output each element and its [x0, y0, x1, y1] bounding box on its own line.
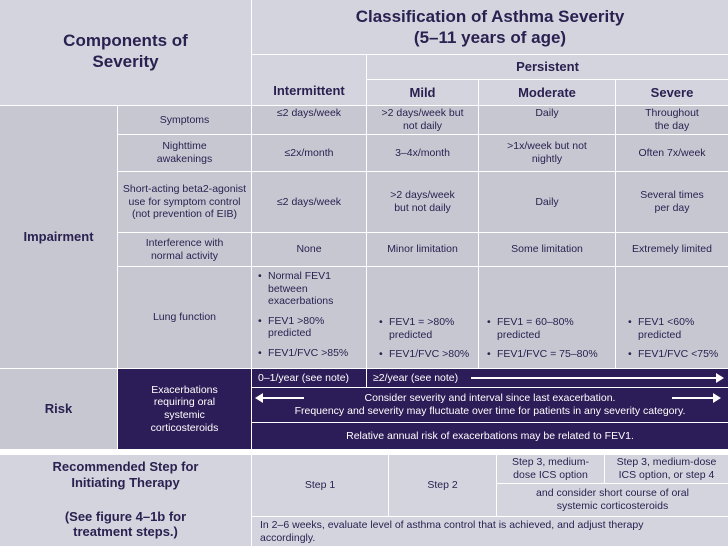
consider-arrow-left [262, 397, 304, 399]
interference-moderate-value: Some limitation [511, 243, 583, 256]
col-intermittent [252, 55, 366, 105]
row-symptoms-label [118, 106, 251, 134]
risk-consider-cell [252, 388, 728, 422]
step2-label: Step 2 [427, 479, 458, 492]
step-severe [605, 455, 728, 483]
lung-intermittent-list [258, 270, 360, 360]
lung-mild-list [379, 316, 472, 361]
risk-relative-cell [252, 423, 728, 449]
row-lung-label [118, 267, 251, 368]
row-interference-label [118, 233, 251, 266]
nighttime-severe [616, 135, 728, 171]
nighttime-mild [367, 135, 478, 171]
lung-severe-list [628, 316, 718, 361]
classification-title-line1: Classification of Asthma Severity [355, 6, 625, 26]
persistent-arrow [471, 377, 717, 379]
symptoms-moderate-value: Daily [535, 107, 559, 119]
impairment-label: Impairment [23, 229, 94, 245]
symptoms-moderate [479, 106, 615, 134]
evaluate-text: In 2–6 weeks, evaluate level of asthma control that is achieved, and adjust therapy accordingly. [260, 518, 644, 544]
risk-header [0, 369, 117, 449]
saba-intermittent-value: ≤2 days/week [276, 195, 342, 208]
col-moderate [479, 80, 615, 105]
classification-header [252, 0, 728, 54]
saba-label: Short-acting beta2-agonist use for symptom control (not prevention of EIB) [122, 183, 247, 221]
lung-severe-item: • FEV1/FVC <75% [628, 348, 718, 361]
lung-intermittent-item: • FEV1/FVC >85% [258, 347, 360, 360]
step-intermittent [252, 455, 388, 516]
col-severe [616, 80, 728, 105]
consider-arrow-right [672, 397, 714, 399]
interference-intermittent [252, 233, 366, 266]
saba-severe-value: Several times per day [640, 189, 704, 214]
symptoms-intermittent-value: ≤2 days/week [276, 107, 342, 119]
evaluate-cell [252, 517, 728, 546]
nighttime-intermittent [252, 135, 366, 171]
interference-severe-value: Extremely limited [632, 243, 712, 256]
lung-moderate-item: • FEV1 = 60–80% predicted [487, 316, 587, 341]
col-mild [367, 80, 478, 105]
relative-risk-text: Relative annual risk of exacerbations may be related to FEV1. [346, 429, 634, 442]
interference-mild-value: Minor limitation [387, 243, 458, 256]
lung-severe-item: • FEV1 <60% predicted [628, 316, 710, 341]
col-moderate-label: Moderate [518, 84, 576, 100]
therapy-note: (See figure 4–1b for treatment steps.) [64, 508, 187, 540]
interference-moderate [479, 233, 615, 266]
therapy-label: Recommended Step for Initiating Therapy [52, 459, 199, 490]
components-title: Components of Severity [63, 31, 188, 72]
step1-label: Step 1 [304, 479, 336, 492]
freq-intermittent-value: 0–1/year (see note) [258, 371, 350, 384]
symptoms-severe [616, 106, 728, 134]
col-severe-label: Severe [650, 84, 694, 100]
components-header [0, 0, 251, 105]
classification-title-line2: (5–11 years of age) [413, 28, 567, 47]
lung-moderate [479, 267, 615, 368]
saba-mild-value: >2 days/week but not daily [390, 189, 455, 214]
lung-mild-item: • FEV1/FVC >80% [379, 348, 472, 361]
saba-severe [616, 172, 728, 232]
nighttime-moderate [479, 135, 615, 171]
persistent-label: Persistent [516, 59, 579, 75]
symptoms-severe-value: Throughout the day [645, 107, 699, 132]
consider-ocs-text: and consider short course of oral systemic corticosteroids [536, 487, 689, 512]
lung-mild [367, 267, 478, 368]
nighttime-intermittent-value: ≤2x/month [284, 146, 334, 159]
saba-mild [367, 172, 478, 232]
saba-moderate-value: Daily [535, 195, 559, 208]
saba-moderate [479, 172, 615, 232]
consider-ocs-cell [497, 484, 728, 516]
therapy-header [0, 455, 251, 546]
lung-intermittent-item: • Normal FEV1 between exacerbations [258, 270, 360, 308]
persistent-header [367, 55, 728, 79]
symptoms-mild-value: >2 days/week but not daily [381, 107, 464, 132]
interference-severe [616, 233, 728, 266]
risk-label: Risk [44, 401, 73, 417]
exacerbations-label-cell [118, 369, 251, 449]
step-mild [389, 455, 496, 516]
lung-intermittent-item: • FEV1 >80% predicted [258, 315, 360, 340]
impairment-header [0, 106, 117, 368]
lung-severe [616, 267, 728, 368]
saba-intermittent [252, 172, 366, 232]
lung-moderate-list [487, 316, 598, 361]
symptoms-intermittent [252, 106, 366, 134]
interference-mild [367, 233, 478, 266]
lung-label: Lung function [152, 311, 217, 324]
interference-label: Interference with normal activity [145, 236, 224, 262]
row-saba-label [118, 172, 251, 232]
symptoms-label: Symptoms [159, 113, 210, 126]
lung-mild-item: • FEV1 = >80% predicted [379, 316, 472, 341]
lung-moderate-item: • FEV1/FVC = 75–80% [487, 348, 598, 361]
step3-moderate-label: Step 3, medium-dose ICS option [511, 456, 590, 481]
step3-severe-label: Step 3, medium-dose ICS option, or step 4 [616, 456, 717, 481]
exacerbations-label: Exacerbations requiring oral systemic corticosteroids [150, 383, 219, 434]
nighttime-moderate-value: >1x/week but not nightly [507, 140, 587, 165]
nighttime-label: Nighttime awakenings [156, 140, 213, 165]
nighttime-mild-value: 3–4x/month [395, 146, 450, 159]
nighttime-severe-value: Often 7x/week [638, 146, 706, 159]
lung-intermittent [252, 267, 366, 368]
consider-line2: Frequency and severity may fluctuate over time for patients in any severity category. [294, 405, 686, 417]
risk-freq-persistent [367, 369, 728, 387]
interference-intermittent-value: None [296, 243, 322, 256]
col-intermittent-label: Intermittent [273, 83, 345, 99]
freq-persistent-value: ≥2/year (see note) [373, 371, 459, 384]
col-mild-label: Mild [409, 84, 436, 100]
consider-line1: Consider severity and interval since last exacerbation. [364, 392, 616, 405]
step-moderate [497, 455, 604, 483]
row-nighttime-label [118, 135, 251, 171]
risk-freq-intermittent [252, 369, 366, 387]
symptoms-mild [367, 106, 478, 134]
